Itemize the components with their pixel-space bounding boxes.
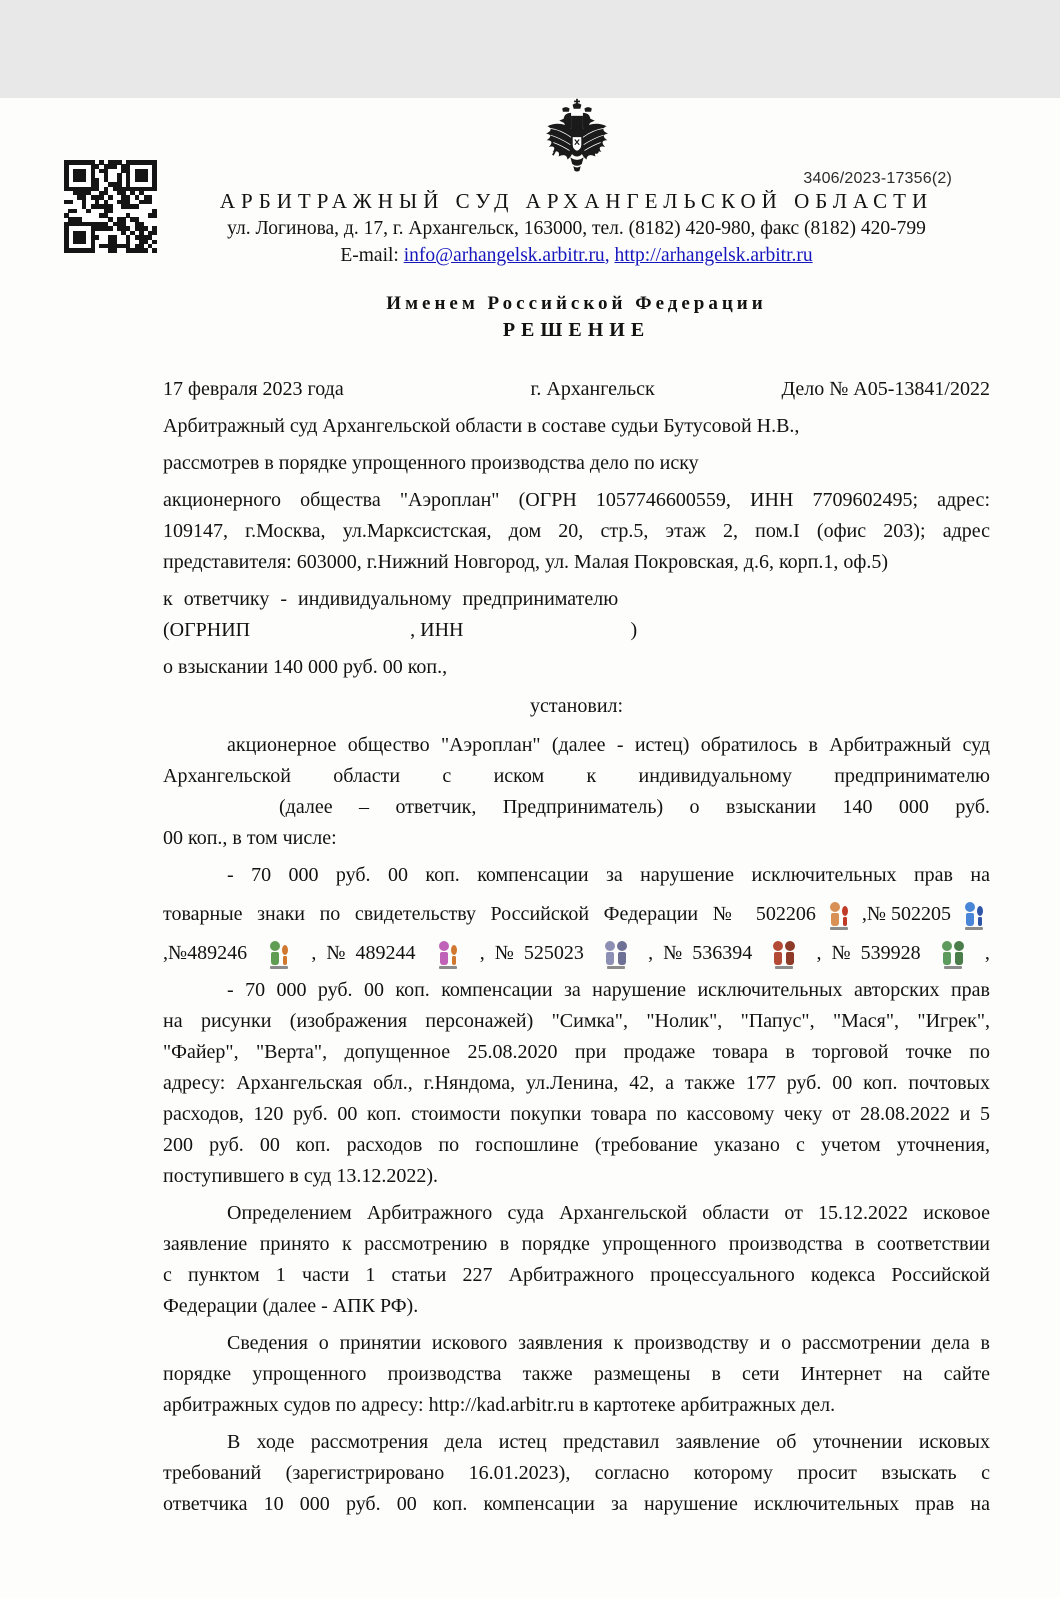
redaction-gap (463, 635, 630, 636)
in-the-name-title: Именем Российской Федерации (386, 293, 767, 314)
inn-label: , ИНН (410, 619, 464, 641)
trademark-number-text: , № 489244 (311, 942, 416, 964)
paragraph-line: ответчика 10 000 руб. 00 коп. компенсации за нарушение исключительных прав на (163, 1493, 990, 1515)
paragraph-line: заявление принято к рассмотрению в порядке упрощенного производства в соответствии (163, 1233, 990, 1255)
trademark-number-text: товарные знаки по свидетельству Российской Федерации № 502206 (163, 903, 816, 925)
paragraph-line: В ходе рассмотрения дела истец представил заявление об уточнении исковых (227, 1431, 990, 1453)
decision-date: 17 февраля 2023 года (163, 378, 344, 400)
decision-title: РЕШЕНИЕ (502, 319, 651, 341)
qr-code (64, 160, 157, 253)
character-figure (270, 941, 280, 965)
trademark-specimen-icon (937, 933, 969, 969)
ogrnip-label: (ОГРНИП (163, 619, 251, 641)
paragraph-line: 00 коп., в том числе: (163, 827, 337, 849)
case-header-line (163, 374, 990, 405)
trademark-specimen-icon (432, 933, 464, 969)
court-name: АРБИТРАЖНЫЙ СУД АРХАНГЕЛЬСКОЙ ОБЛАСТИ (219, 189, 934, 213)
character-figure (965, 902, 975, 926)
paragraph-line: с пунктом 1 части 1 статьи 227 Арбитражного процессуального кодекса Российской (163, 1264, 990, 1286)
specimen-caption-bar (965, 927, 983, 930)
defendant-line: к ответчику - индивидуальному предпринимателю (163, 588, 619, 610)
russia-coat-of-arms-icon (540, 98, 614, 184)
character-figure (451, 945, 457, 965)
trademark-specimen-icon (823, 894, 855, 930)
character-figure (954, 941, 964, 965)
claim-amount-line: о взыскании 140 000 руб. 00 коп., (163, 656, 448, 678)
court-address: ул. Логинова, д. 17, г. Архангельск, 163000, тел. (8182) 420-980, факс (8182) 420-799 (227, 218, 926, 239)
case-number: Дело № А05-13841/2022 (781, 378, 990, 400)
character-figure (617, 941, 627, 965)
specimen-caption-bar (607, 966, 625, 969)
trademark-number-text: , № 525023 (479, 942, 584, 964)
paragraph-line: "Файер", "Верта", допущенное 25.08.2020 при продаже товара в торговой точке по (163, 1041, 990, 1063)
paragraph-line: требований (зарегистрировано 16.01.2023), согласно которому просит взыскать с (163, 1462, 990, 1484)
ustanovil-heading: установил: (529, 695, 624, 717)
trademark-number-text: , (984, 942, 990, 964)
specimen-caption-bar (944, 966, 962, 969)
defendant-requisites-line (163, 615, 990, 646)
character-figure (773, 941, 783, 965)
case-place: г. Архангельск (530, 378, 655, 400)
paragraph-line: поступившего в суд 13.12.2022). (163, 1165, 439, 1187)
trademark-specimen-icon (263, 933, 295, 969)
character-figure (942, 941, 952, 965)
court-contacts-line (163, 242, 990, 269)
paragraph-line: порядке упрощенного производства также размещены в сети Интернет на сайте (163, 1363, 990, 1385)
document-stamp-number: 3406/2023-17356(2) (803, 170, 952, 187)
paragraph-line: на рисунки (изображения персонажей) "Симка", "Нолик", "Папус", "Мася", "Игрек", (163, 1010, 990, 1032)
trademark-number-text: , № 536394 (648, 942, 753, 964)
plaintiff-line: представителя: 603000, г.Нижний Новгород, ул. Малая Покровская, д.6, корп.1, оф.5) (163, 551, 888, 573)
paragraph-line: Сведения о принятии искового заявления к производству и о рассмотрении дела в (227, 1332, 990, 1354)
character-figure (439, 941, 449, 965)
character-figure (842, 906, 848, 926)
paragraph-line: Определением Арбитражного суда Архангельской области от 15.12.2022 исковое (227, 1202, 990, 1224)
judge-line: Арбитражный суд Архангельской области в составе судьи Бутусовой Н.В., (163, 415, 800, 437)
trademark-number-text: ,№489246 (163, 942, 248, 964)
character-figure (605, 941, 615, 965)
character-figure (282, 945, 288, 965)
paragraph-line: - 70 000 руб. 00 коп. компенсации за нарушение исключительных авторских прав (227, 979, 990, 1001)
trademark-line (163, 930, 990, 969)
character-figure (830, 902, 840, 926)
document-page (0, 98, 1060, 1598)
paragraph-line: расходов, 120 руб. 00 коп. стоимости покупки товара по кассовому чеку от 28.08.2022 и 5 (163, 1103, 990, 1125)
redaction-gap (250, 635, 410, 636)
trademark-number-text: ,№ 502205 (861, 903, 951, 925)
character-figure (785, 941, 795, 965)
paragraph-line: адресу: Архангельская обл., г.Няндома, ул.Ленина, 42, а также 177 руб. 00 коп. почтовых (163, 1072, 990, 1094)
paragraph-line: Архангельской области с иском к индивидуальному предпринимателю (163, 765, 990, 787)
closing-paren: ) (630, 619, 638, 641)
trademark-specimen-icon (768, 933, 800, 969)
paragraph-line: (далее – ответчик, Предприниматель) о взыскании 140 000 руб. (279, 796, 990, 818)
paragraph-line: акционерное общество "Аэроплан" (далее - истец) обратилось в Арбитражный суд (227, 734, 990, 756)
document-body (163, 411, 990, 1520)
plaintiff-line: 109147, г.Москва, ул.Марксистская, дом 20, стр.5, этаж 2, пом.I (офис 203); адрес (163, 520, 990, 542)
paragraph-line: - 70 000 руб. 00 коп. компенсации за нарушение исключительных прав на (227, 864, 990, 886)
trademark-number-text: , № 539928 (816, 942, 921, 964)
email-label: E-mail: (340, 245, 399, 266)
specimen-caption-bar (775, 966, 793, 969)
paragraph-line: Федерации (далее - АПК РФ). (163, 1295, 419, 1317)
document-title-block (163, 291, 990, 344)
procedure-line: рассмотрев в порядке упрощенного производства дело по иску (163, 452, 699, 474)
trademark-specimen-icon (600, 933, 632, 969)
website-link[interactable]: http://arhangelsk.arbitr.ru (614, 245, 813, 266)
specimen-caption-bar (439, 966, 457, 969)
plaintiff-line: акционерного общества "Аэроплан" (ОГРН 1057746600559, ИНН 7709602495; адрес: (163, 489, 990, 511)
character-figure (977, 906, 983, 926)
specimen-caption-bar (830, 927, 848, 930)
separator-comma: , (604, 245, 610, 266)
trademark-line (163, 891, 990, 930)
paragraph-line: арбитражных судов по адресу: http://kad.arbitr.ru в картотеке арбитражных дел. (163, 1394, 836, 1416)
trademark-specimen-icon (958, 894, 990, 930)
email-link[interactable]: info@arhangelsk.arbitr.ru (403, 245, 605, 266)
specimen-caption-bar (270, 966, 288, 969)
paragraph-line: 200 руб. 00 коп. расходов по госпошлине (требование указано с учетом уточнения, (163, 1134, 990, 1156)
